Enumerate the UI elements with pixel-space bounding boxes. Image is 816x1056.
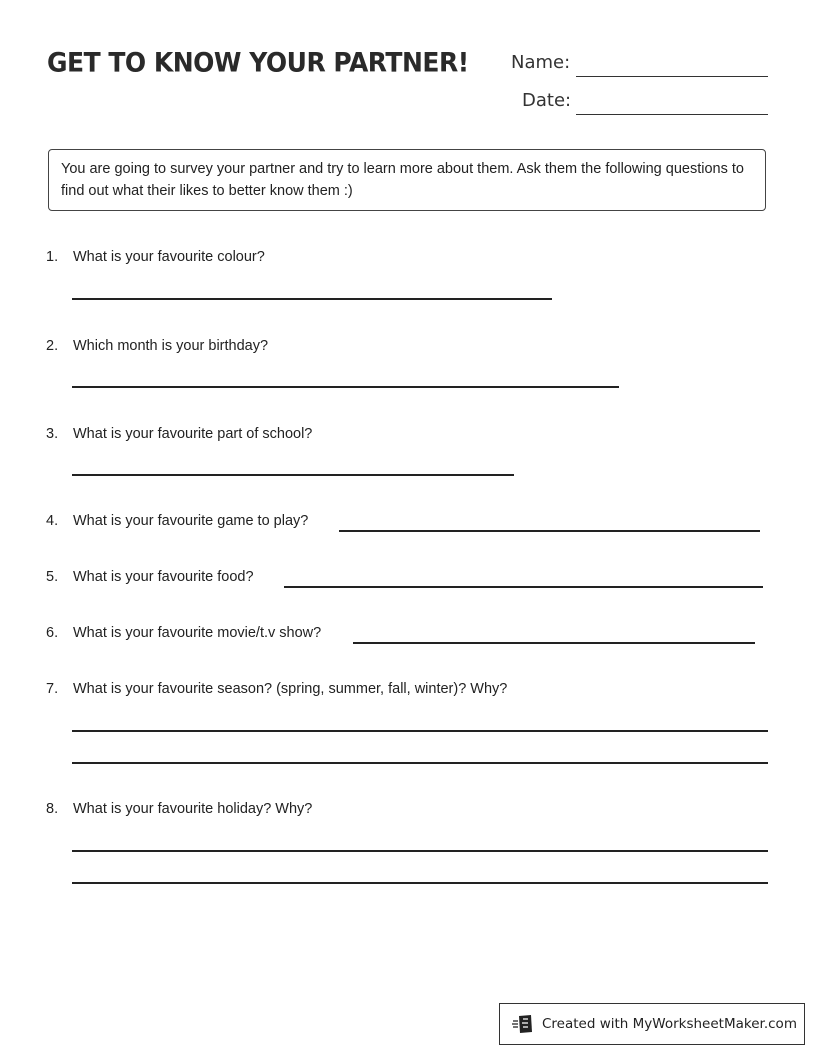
question-text: What is your favourite season? (spring, summer, fall, winter)? Why? xyxy=(73,681,508,697)
instructions-box: You are going to survey your partner and try to learn more about them. Ask them the following questions to find out what their likes to better know them :) xyxy=(48,149,766,211)
answer-line[interactable] xyxy=(72,762,768,764)
answer-line[interactable] xyxy=(72,474,514,476)
question-number: 8. xyxy=(46,801,59,817)
footer-text: Created with MyWorksheetMaker.com xyxy=(542,1016,797,1032)
question-text: What is your favourite movie/t.v show? xyxy=(73,625,322,641)
question-text: Which month is your birthday? xyxy=(73,338,269,354)
answer-line[interactable] xyxy=(72,730,768,732)
answer-line[interactable] xyxy=(284,586,763,588)
question-number: 4. xyxy=(46,513,59,529)
question-text: What is your favourite game to play? xyxy=(73,513,309,529)
answer-line[interactable] xyxy=(353,642,755,644)
answer-line[interactable] xyxy=(72,298,552,300)
answer-line[interactable] xyxy=(339,530,760,532)
question-text: What is your favourite part of school? xyxy=(73,426,313,442)
question-number: 7. xyxy=(46,681,59,697)
question-number: 3. xyxy=(46,426,59,442)
answer-line[interactable] xyxy=(72,882,768,884)
answer-line[interactable] xyxy=(72,850,768,852)
name-field[interactable] xyxy=(576,76,768,77)
question-text: What is your favourite colour? xyxy=(73,249,265,265)
question-number: 5. xyxy=(46,569,59,585)
question-text: What is your favourite food? xyxy=(73,569,254,585)
worksheet-title: GET TO KNOW YOUR PARTNER! xyxy=(47,47,469,78)
question-number: 1. xyxy=(46,249,59,265)
name-label: Name: xyxy=(511,52,571,73)
worksheet-maker-logo-icon xyxy=(512,1013,534,1035)
date-label: Date: xyxy=(522,90,572,111)
footer-credit[interactable] xyxy=(499,1003,805,1045)
question-number: 6. xyxy=(46,625,59,641)
answer-line[interactable] xyxy=(72,386,619,388)
date-field[interactable] xyxy=(576,114,768,115)
question-text: What is your favourite holiday? Why? xyxy=(73,801,313,817)
question-number: 2. xyxy=(46,338,59,354)
